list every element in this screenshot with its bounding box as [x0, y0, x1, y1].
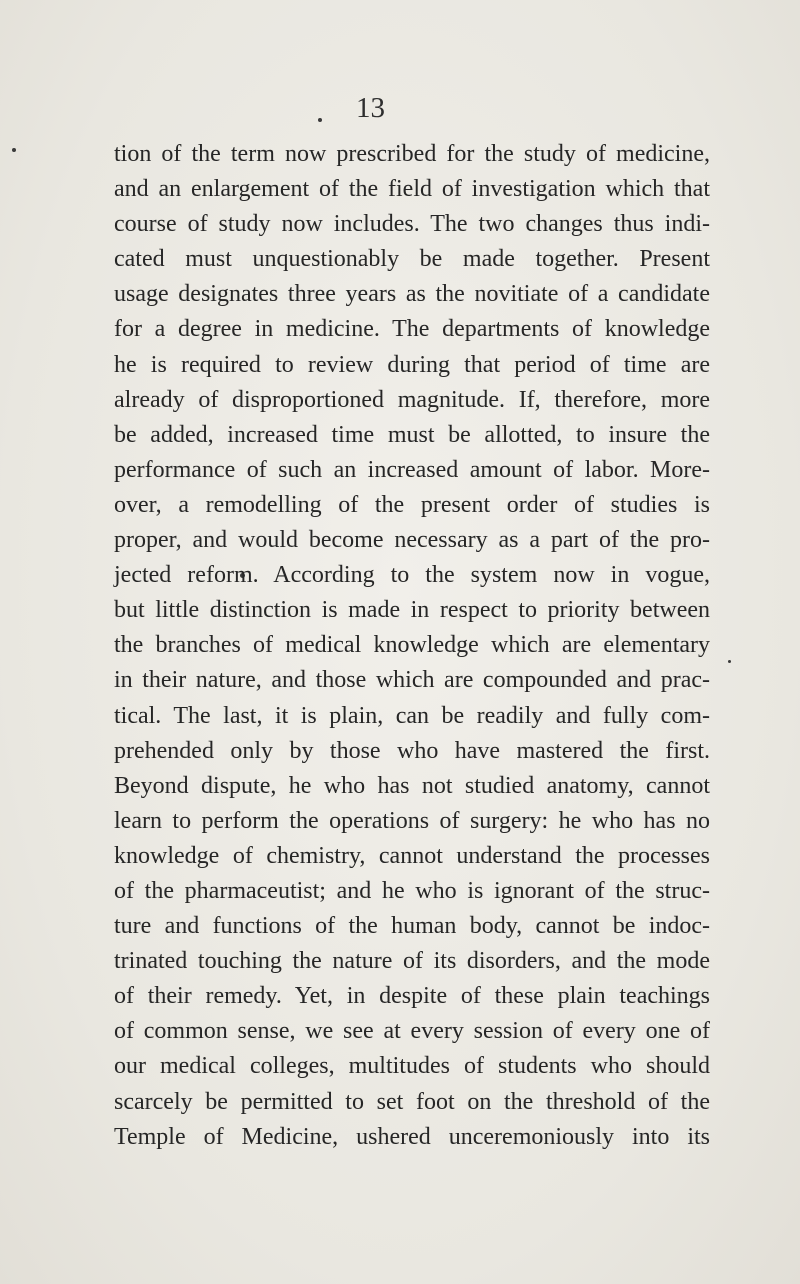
text-line: of the pharmaceutist; and he who is ignorant of the struc- — [114, 877, 710, 904]
text-line: proper, and would become necessary as a part of the pro- — [114, 527, 710, 554]
text-line: learn to perform the operations of surgery: he who has no — [114, 807, 710, 834]
text-line: in their nature, and those which are compounded and prac- — [114, 667, 710, 694]
text-line: ture and functions of the human body, cannot be indoc- — [114, 913, 710, 940]
ink-speck — [318, 118, 322, 122]
text-line: already of disproportioned magnitude. If, therefore, more — [114, 386, 710, 413]
text-line: our medical colleges, multitudes of students who should — [114, 1053, 710, 1080]
body-text — [114, 137, 710, 1155]
text-line: tion of the term now prescribed for the study of medicine, — [114, 141, 710, 167]
text-line: performance of such an increased amount of labor. More- — [114, 456, 710, 483]
text-line: Beyond dispute, he who has not studied anatomy, cannot — [114, 772, 710, 799]
text-line: over, a remodelling of the present order of studies is — [114, 491, 710, 518]
text-line: Temple of Medicine, ushered unceremoniously into its — [114, 1123, 710, 1150]
text-line: of their remedy. Yet, in despite of these plain teachings — [114, 983, 710, 1010]
text-line: be added, increased time must be allotted, to insure the — [114, 421, 710, 448]
ink-speck — [728, 660, 731, 663]
text-line: knowledge of chemistry, cannot understand the processes — [114, 842, 710, 869]
ink-speck — [12, 148, 16, 152]
text-line: trinated touching the nature of its disorders, and the mode — [114, 948, 710, 975]
text-line: tical. The last, it is plain, can be readily and fully com- — [114, 702, 710, 729]
text-line: of common sense, we see at every session of every one of — [114, 1018, 710, 1045]
text-line: jected reform. According to the system now in vogue, — [114, 562, 710, 589]
text-line: but little distinction is made in respect to priority between — [114, 597, 710, 624]
text-line: the branches of medical knowledge which are elementary — [114, 632, 710, 659]
text-line: and an enlargement of the field of investigation which that — [114, 176, 710, 203]
page-number: 13 — [356, 92, 385, 124]
text-line: course of study now includes. The two changes thus indi- — [114, 211, 710, 238]
text-line: cated must unquestionably be made together. Present — [114, 246, 710, 273]
text-line: scarcely be permitted to set foot on the threshold of the — [114, 1088, 710, 1115]
text-line: he is required to review during that period of time are — [114, 351, 710, 378]
text-line: prehended only by those who have mastered the first. — [114, 737, 710, 764]
text-line: usage designates three years as the novitiate of a candidate — [114, 281, 710, 308]
text-line: for a degree in medicine. The departments of knowledge — [114, 316, 710, 343]
